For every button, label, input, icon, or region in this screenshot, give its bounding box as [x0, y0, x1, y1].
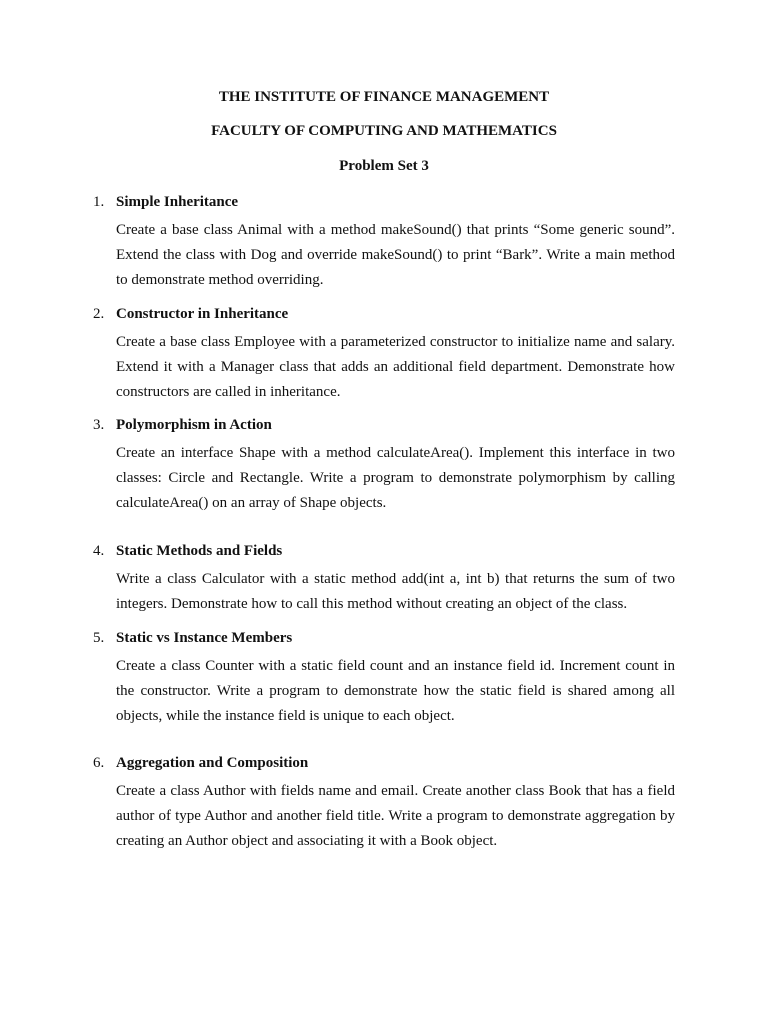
problem-number: 2.: [93, 306, 105, 322]
problem-description: Create a base class Employee with a parameterized constructor to initialize name and salary. Extend it with a Manager class that adds an additional field department. Demonstrate how constructors are called in inheritance.: [116, 334, 675, 401]
problem-title: Aggregation and Composition: [116, 755, 309, 771]
faculty-title: FACULTY OF COMPUTING AND MATHEMATICS: [211, 123, 557, 139]
problem-number: 4.: [93, 543, 105, 559]
problem-description: Create a class Author with fields name and email. Create another class Book that has a field author of type Author and another field title. Write a program to demonstrate aggregation by creating an Author object and associating it with a Book object.: [116, 783, 675, 850]
problem-title: Static vs Instance Members: [116, 630, 293, 646]
problem-number: 6.: [93, 755, 105, 771]
problem-title: Polymorphism in Action: [116, 417, 272, 433]
problem-title: Constructor in Inheritance: [116, 306, 289, 322]
problem-description: Create an interface Shape with a method calculateArea(). Implement this interface in two classes: Circle and Rectangle. Write a program to demonstrate polymorphism by calling calculateArea() on an array of Shape objects.: [116, 445, 675, 512]
problem-number: 5.: [93, 630, 105, 646]
problem-description: Create a class Counter with a static field count and an instance field id. Increment count in the constructor. Write a program to demonstrate how the static field is shared among all objects, while the instance field is unique to each object.: [116, 658, 675, 725]
problem-set-title: Problem Set 3: [339, 158, 429, 174]
problem-description: Create a base class Animal with a method makeSound() that prints “Some generic sound”. Extend the class with Dog and override makeSound() to print “Bark”. Write a main method to demonstrate method overriding.: [116, 222, 675, 289]
problem-title: Simple Inheritance: [116, 194, 239, 210]
institute-title: THE INSTITUTE OF FINANCE MANAGEMENT: [218, 89, 550, 105]
problem-title: Static Methods and Fields: [116, 543, 283, 559]
problem-number: 1.: [93, 194, 105, 210]
problem-description: Write a class Calculator with a static method add(int a, int b) that returns the sum of two integers. Demonstrate how to call this method without creating an object of the class.: [116, 571, 675, 613]
problem-number: 3.: [93, 417, 105, 433]
